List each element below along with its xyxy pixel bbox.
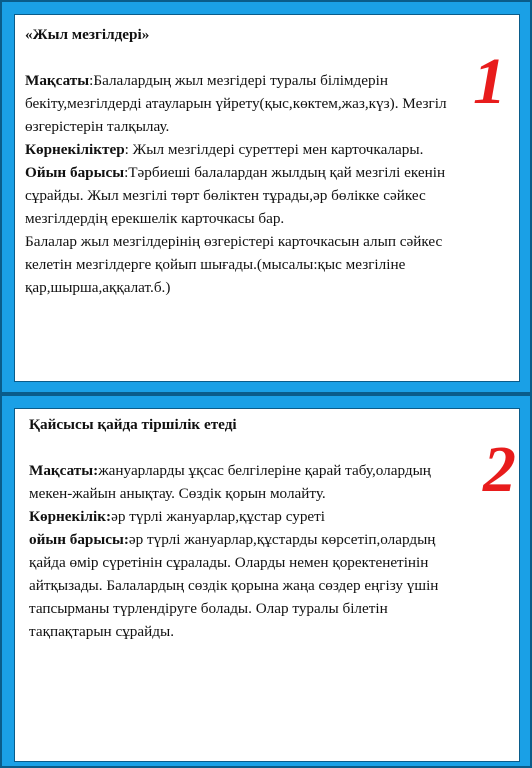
card-1-content (25, 23, 465, 299)
card-1-number: 1 (473, 45, 506, 118)
card-1-play (25, 161, 465, 230)
card-1-visual-label: Көрнекіліктер (25, 141, 125, 158)
card-1-play-text: :Тәрбиеші балалардан жылдың қай мезгілі екенін сұрайды. Жыл мезгілі төрт бөліктен тұрады,әр бөлікке сәйкес мезгілдердің ерекшелік карточкасы бар. (25, 164, 446, 227)
card-2-title: Қайсысы қайда тіршілік етеді (29, 416, 237, 433)
card-1-visual-text: : Жыл мезгілдері суреттері мен карточкалары. (124, 141, 424, 158)
card-1-visual (25, 138, 465, 161)
card-2-goal (29, 459, 449, 505)
card-1-title: «Жыл мезгілдері» (25, 26, 150, 43)
card-1-goal-text: :Балалардың жыл мезгідері туралы білімдерін бекіту,мезгілдерді атауларын үйрету(қыс,көктем,жаз,күз). Мезгіл өзгерістерін талқылау. (25, 72, 447, 135)
card-2-play (29, 528, 449, 643)
game-card-2 (0, 394, 532, 768)
card-1-goal (25, 69, 465, 138)
card-2-visual-text: әр түрлі жануарлар,құстар суреті (111, 508, 326, 525)
card-2-number: 2 (483, 433, 516, 506)
card-2-content (29, 413, 449, 643)
card-2-visual-label: Көрнекілік: (29, 508, 112, 525)
card-1-goal-label: Мақсаты (25, 72, 90, 89)
card-1-play-label: Ойын барысы (25, 164, 125, 181)
card-2-visual (29, 505, 449, 528)
card-2-play-text: әр түрлі жануарлар,құстарды көрсетіп,олардың қайда өмір сүретінін сұралады. Оларды немен қоректенетінін айтқызады. Балалардың сөздік қорына жаңа сөздер еңгізу үшін тапсырманы түрлендіруге болады. Олар туралы білетін тақпақтарын сұрайды. (29, 531, 439, 640)
card-2-play-label: ойын барысы: (29, 531, 129, 548)
card-1-body (14, 14, 520, 382)
card-1-extra: Балалар жыл мезгілдерінің өзгерістері карточкасын алып сәйкес келетін мезгілдерге қойып шығады.(мысалы:қыс мезгіліне қар,шырша,аққалат.б.) (25, 233, 443, 296)
card-2-goal-text: жануарларды ұқсас белгілеріне қарай табу,олардың мекен-жайын анықтау. Сөздік қорын молайту. (29, 462, 431, 502)
card-2-body (14, 408, 520, 762)
card-2-goal-label: Мақсаты: (29, 462, 99, 479)
